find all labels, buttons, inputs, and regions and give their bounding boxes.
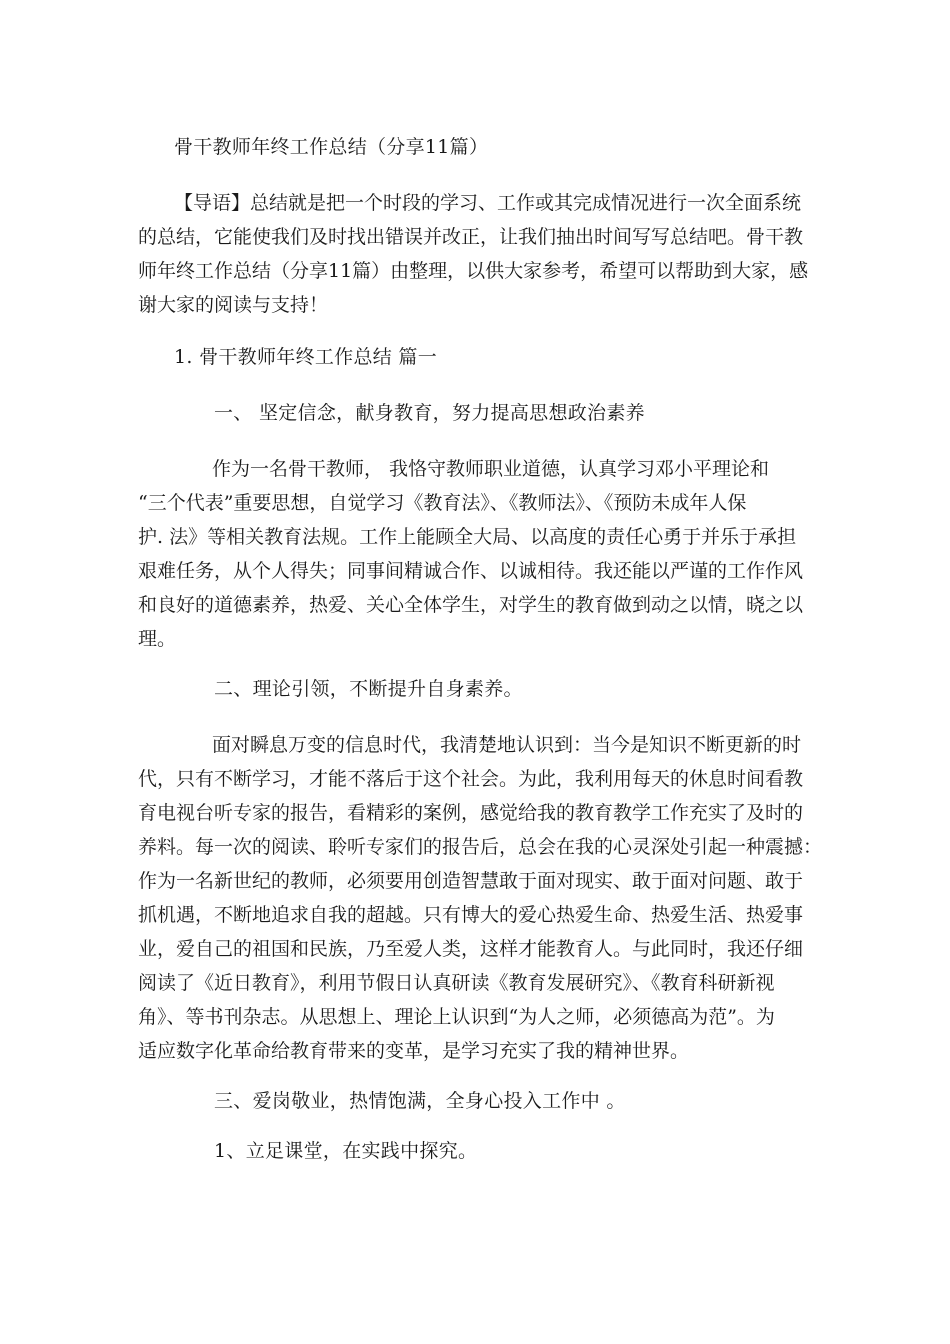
section2-line: 作为一名新世纪的教师，必须要用创造智慧敢于面对现实、敢于面对问题、敢于 xyxy=(138,870,804,892)
section2-line: 育电视台听专家的报告，看精彩的案例，感觉给我的教育教学工作充实了及时的 xyxy=(138,802,804,824)
section1-line: 艰难任务，从个人得失；同事间精诚合作、以诚相待。我还能以严谨的工作作风 xyxy=(138,560,804,582)
section2-line: 抓机遇，不断地追求自我的超越。只有博大的爱心热爱生命、热爱生活、热爱事 xyxy=(138,904,804,926)
intro-line: 谢大家的阅读与支持！ xyxy=(138,294,329,316)
section1-line: 护. 法》等相关教育法规。工作上能顾全大局、以高度的责任心勇于并乐于承担 xyxy=(138,526,797,548)
section1-line: “三个代表”重要思想，自觉学习《教育法》、《教师法》、《预防未成年人保 xyxy=(138,492,747,514)
section1-line: 理。 xyxy=(138,628,177,650)
intro-line: 的总结，它能使我们及时找出错误并改正，让我们抽出时间写写总结吧。骨干教 xyxy=(138,226,804,248)
section2-line: 代，只有不断学习，才能不落后于这个社会。为此，我利用每天的休息时间看教 xyxy=(138,768,804,790)
section2-line: 阅读了《近日教育》，利用节假日认真研读《教育发展研究》、《教育科研新视 xyxy=(138,972,775,994)
section2-line: 养料。每一次的阅读、聆听专家们的报告后，总会在我的心灵深处引起一种震撼： xyxy=(138,836,823,858)
section3-subheading: 1、立足课堂，在实践中探究。 xyxy=(214,1140,478,1162)
section1-line: 作为一名骨干教师， 我恪守教师职业道德，认真学习邓小平理论和 xyxy=(212,458,770,480)
section1-line: 和良好的道德素养，热爱、关心全体学生，对学生的教育做到动之以情，晓之以 xyxy=(138,594,804,616)
intro-line: 【导语】总结就是把一个时段的学习、工作或其完成情况进行一次全面系统 xyxy=(174,192,802,214)
section1-heading: 一、 坚定信念，献身教育，努力提高思想政治素养 xyxy=(214,402,645,424)
article-heading: 1. 骨干教师年终工作总结 篇一 xyxy=(174,346,438,368)
section2-line: 适应数字化革命给教育带来的变革，是学习充实了我的精神世界。 xyxy=(138,1040,690,1062)
section2-line: 业，爱自己的祖国和民族，乃至爱人类，这样才能教育人。与此同时，我还仔细 xyxy=(138,938,804,960)
document-title: 骨干教师年终工作总结（分享11篇） xyxy=(174,136,489,158)
section3-heading: 三、爱岗敬业，热情饱满，全身心投入工作中 。 xyxy=(214,1090,626,1112)
section2-heading: 二、理论引领，不断提升自身素养。 xyxy=(214,678,523,700)
document-page xyxy=(138,0,823,1344)
section2-paragraph xyxy=(138,728,823,1068)
section2-line: 面对瞬息万变的信息时代，我清楚地认识到：当今是知识不断更新的时 xyxy=(212,734,802,756)
section2-line: 角》、等书刊杂志。从思想上、理论上认识到“为人之师，必须德高为范”。为 xyxy=(138,1006,775,1028)
section1-paragraph xyxy=(138,452,810,656)
intro-line: 师年终工作总结（分享11篇）由整理，以供大家参考，希望可以帮助到大家，感 xyxy=(138,260,809,282)
intro-paragraph xyxy=(138,186,810,322)
